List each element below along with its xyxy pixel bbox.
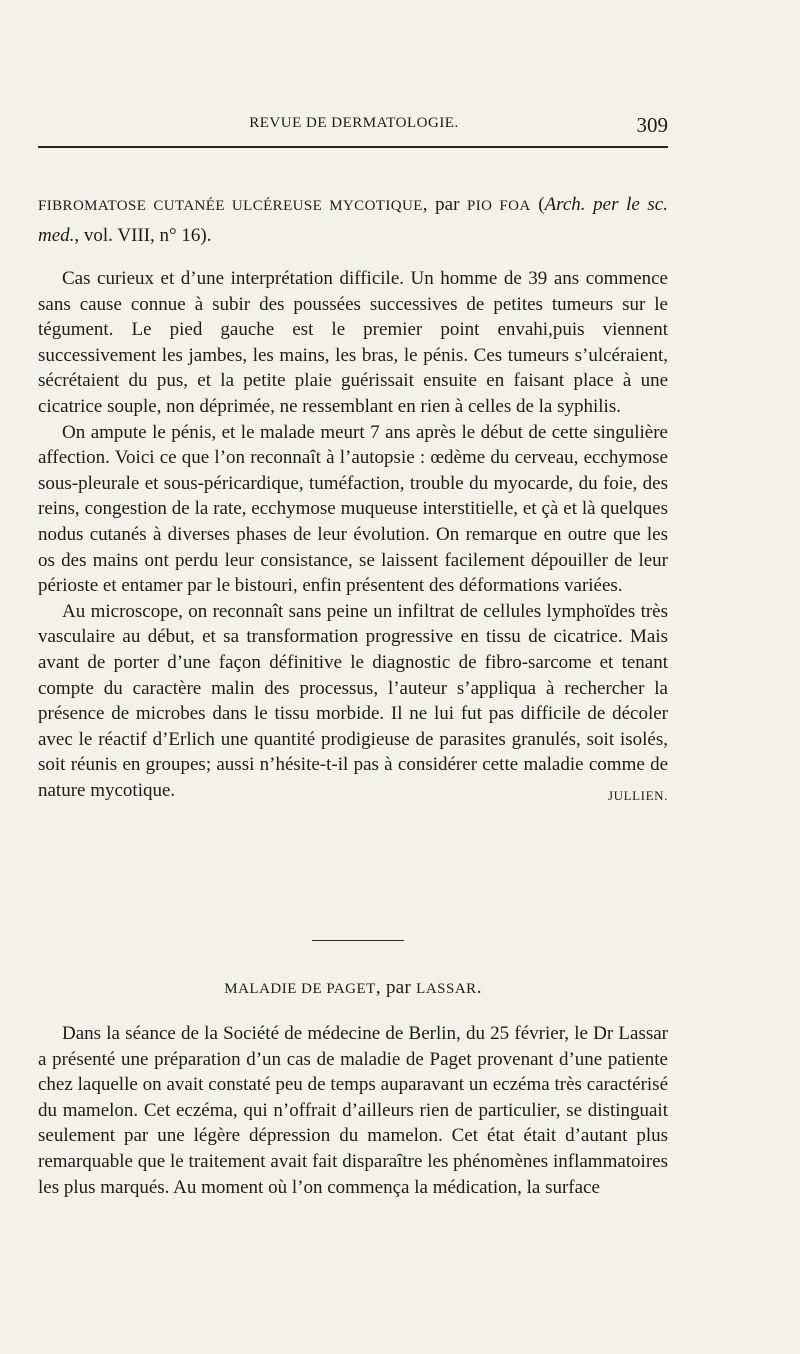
- section-author: LASSAR: [416, 981, 477, 997]
- running-head-title: REVUE DE DERMATOLOGIE.: [249, 115, 459, 131]
- section-title-separator: , par: [375, 977, 417, 998]
- article-title-lead: FIBROMATOSE CUTANÉE ULCÉREUSE MYCOTIQUE: [38, 198, 423, 214]
- body-paragraph: On ampute le pénis, et le malade meurt 7 ans après le début de cette singulière affection. Voici ce que l’on reconnaît à l’autopsie : œdème du cerveau, ecchymose sous-pleurale et sous-péricardique, tuméfaction, trouble du myocarde, du foie, des reins, congestion de la rate, ecchymose muqueuse interstitielle, et çà et là quelques nodus cutanés à diverses phases de leur évolution. On remarque en outre que les os des mains ont perdu leur consistance, se laissent facilement dépouiller de leur périoste et entamer par le bistouri, enfin présentent des déformations variées.: [38, 421, 668, 597]
- running-head: [40, 113, 668, 137]
- section-title: [38, 977, 668, 999]
- page-number: 309: [636, 113, 668, 137]
- section-title-lead: MALADIE DE PAGET: [224, 981, 376, 997]
- body-paragraph: Cas curieux et d’une interprétation difficile. Un homme de 39 ans commence sans cause connue à subir des poussées successives de petites tumeurs sur le tégument. Le pied gauche est le premier point envahi,puis viennent successivement les jambes, les mains, les bras, le pénis. Ces tumeurs s’ulcéraient, sécrétaient du pus, et la petite plaie guérissait ensuite en faisant place à une cicatrice souple, non déprimée, ne ressemblant en rien à celles de la syphilis.: [38, 268, 668, 417]
- citation-open: (: [530, 194, 545, 215]
- citation-rest: , vol. VIII, n° 16).: [74, 225, 212, 246]
- signature: JULLIEN.: [607, 787, 668, 803]
- body-paragraph-last: [38, 599, 668, 804]
- header-rule: [38, 146, 668, 148]
- body-paragraph: Dans la séance de la Société de médecine de Berlin, du 25 février, le Dr Lassar a présenté une préparation d’un cas de maladie de Paget provenant d’une patiente chez laquelle on avait constaté peu de temps auparavant un eczéma très caractérisé du mamelon. Cet eczéma, qui n’offrait d’ailleurs rien de particulier, se distinguait seulement par une légère dépression du mamelon. Cet état était d’autant plus remarquable que le traitement avait fait disparaître les phénomènes inflammatoires les plus marqués. Au moment où l’on commença la médication, la surface: [38, 1023, 668, 1198]
- journal-name: Arch. per le sc. med.: [38, 194, 668, 246]
- body-paragraph-text: Au microscope, on reconnaît sans peine un infiltrat de cellules lymphoïdes très vasculaire au début, et sa transformation progressive en tissu de cicatrice. Mais avant de porter d’une façon définitive le diagnostic de fibro-sarcome et tenant compte du caractère malin des processus, l’auteur s’appliqua à rechercher la présence de microbes dans le tissu morbide. Il ne lui fut pas difficile de décoler avec le réactif d’Erlich une quantité prodigieuse de parasites granulés, soit isolés, soit réunis en groupes; aussi n’hésite-t-il pas à considérer cette maladie comme de nature mycotique.: [38, 600, 668, 801]
- section-title-end: .: [476, 977, 482, 998]
- article-body-2: [38, 1021, 668, 1200]
- title-separator: , par: [422, 194, 468, 215]
- section-divider: [312, 940, 404, 941]
- article-author: PIO FOA: [467, 198, 531, 214]
- article-body: [38, 266, 668, 808]
- article-title: [38, 190, 668, 250]
